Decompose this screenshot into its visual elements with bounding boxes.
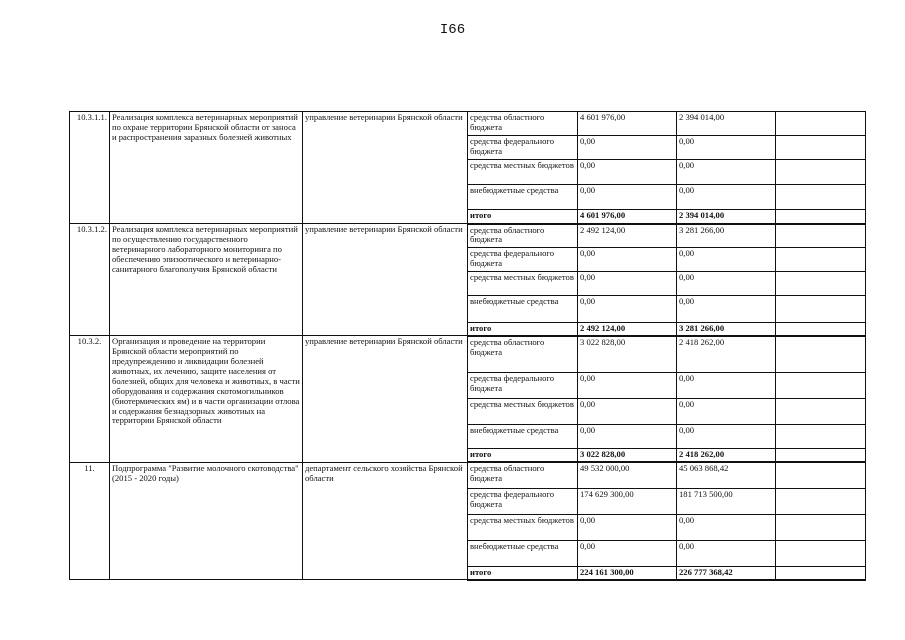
value-cell: 0,00 xyxy=(677,514,776,540)
value-cell: 174 629 300,00 xyxy=(578,488,677,514)
value-cell xyxy=(776,336,866,373)
total-value xyxy=(776,449,866,462)
row-description: Реализация комплекса ветеринарных мероприятий по охране территории Брянской области от заноса и распространения заразных болезней животных xyxy=(110,112,303,224)
value-cell: 0,00 xyxy=(677,185,776,210)
funding-source: средства местных бюджетов xyxy=(468,399,578,425)
funding-source: средства местных бюджетов xyxy=(468,160,578,185)
total-label: итого xyxy=(468,323,578,336)
value-cell xyxy=(776,185,866,210)
value-cell xyxy=(776,112,866,136)
value-cell: 2 418 262,00 xyxy=(677,336,776,373)
value-cell xyxy=(776,540,866,566)
total-label: итого xyxy=(468,566,578,579)
value-cell: 0,00 xyxy=(677,399,776,425)
funding-source: средства областного бюджета xyxy=(468,336,578,373)
value-cell: 0,00 xyxy=(578,248,677,272)
value-cell: 0,00 xyxy=(677,248,776,272)
budget-table xyxy=(69,111,866,581)
funding-source: внебюджетные средства xyxy=(468,296,578,323)
value-cell: 181 713 500,00 xyxy=(677,488,776,514)
total-value: 3 022 828,00 xyxy=(578,449,677,462)
row-code: 10.3.2. xyxy=(70,336,110,462)
value-cell xyxy=(776,160,866,185)
value-cell: 0,00 xyxy=(677,296,776,323)
value-cell: 0,00 xyxy=(578,136,677,160)
value-cell xyxy=(776,224,866,248)
funding-source: средства федерального бюджета xyxy=(468,488,578,514)
value-cell: 49 532 000,00 xyxy=(578,462,677,488)
value-cell: 4 601 976,00 xyxy=(578,112,677,136)
row-code: 11. xyxy=(70,462,110,579)
row-executor: управление ветеринарии Брянской области xyxy=(303,224,468,336)
value-cell xyxy=(776,272,866,296)
funding-source: средства федерального бюджета xyxy=(468,248,578,272)
total-value: 3 281 266,00 xyxy=(677,323,776,336)
value-cell xyxy=(776,488,866,514)
row-description: Организация и проведение на территории Брянской области мероприятий по предупреждению и ликвидации болезней животных, их лечению, защите населения от болезней, общих для человека и животных, в части оборудования и содержания скотомогильников (биотермических ям) и в части организации отлова и содержания безнадзорных животных на территории Брянской области xyxy=(110,336,303,462)
value-cell: 0,00 xyxy=(677,373,776,399)
value-cell: 0,00 xyxy=(578,514,677,540)
funding-source: средства местных бюджетов xyxy=(468,272,578,296)
total-value: 4 601 976,00 xyxy=(578,210,677,224)
value-cell: 0,00 xyxy=(677,136,776,160)
value-cell: 0,00 xyxy=(578,160,677,185)
value-cell xyxy=(776,248,866,272)
value-cell: 0,00 xyxy=(578,272,677,296)
page-number: I66 xyxy=(439,22,466,38)
value-cell xyxy=(776,373,866,399)
total-value xyxy=(776,210,866,224)
value-cell: 0,00 xyxy=(578,373,677,399)
total-value: 224 161 300,00 xyxy=(578,566,677,579)
value-cell: 3 022 828,00 xyxy=(578,336,677,373)
row-executor: департамент сельского хозяйства Брянской области xyxy=(303,462,468,579)
value-cell: 0,00 xyxy=(578,296,677,323)
value-cell: 2 492 124,00 xyxy=(578,224,677,248)
value-cell xyxy=(776,296,866,323)
value-cell xyxy=(776,136,866,160)
total-label: итого xyxy=(468,449,578,462)
value-cell: 0,00 xyxy=(677,425,776,449)
value-cell: 45 063 868,42 xyxy=(677,462,776,488)
value-cell xyxy=(776,514,866,540)
funding-source: средства федерального бюджета xyxy=(468,136,578,160)
value-cell: 0,00 xyxy=(578,399,677,425)
table-row xyxy=(70,224,866,248)
funding-source: средства областного бюджета xyxy=(468,224,578,248)
total-value: 2 394 014,00 xyxy=(677,210,776,224)
value-cell: 3 281 266,00 xyxy=(677,224,776,248)
funding-source: средства местных бюджетов xyxy=(468,514,578,540)
total-label: итого xyxy=(468,210,578,224)
total-value xyxy=(776,323,866,336)
value-cell xyxy=(776,462,866,488)
value-cell: 0,00 xyxy=(677,272,776,296)
funding-source: внебюджетные средства xyxy=(468,185,578,210)
value-cell xyxy=(776,425,866,449)
value-cell: 0,00 xyxy=(677,540,776,566)
value-cell: 0,00 xyxy=(677,160,776,185)
total-value: 2 418 262,00 xyxy=(677,449,776,462)
funding-source: внебюджетные средства xyxy=(468,540,578,566)
value-cell: 2 394 014,00 xyxy=(677,112,776,136)
value-cell xyxy=(776,399,866,425)
row-description: Реализация комплекса ветеринарных мероприятий по осуществлению государственного ветеринарного лабораторного мониторинга по обеспечению эпизоотического и ветеринарно-санитарного благополучия Брянской области xyxy=(110,224,303,336)
total-value xyxy=(776,566,866,579)
row-executor: управление ветеринарии Брянской области xyxy=(303,336,468,462)
table-row xyxy=(70,462,866,488)
value-cell: 0,00 xyxy=(578,425,677,449)
table-row xyxy=(70,112,866,136)
funding-source: средства областного бюджета xyxy=(468,462,578,488)
total-value: 2 492 124,00 xyxy=(578,323,677,336)
funding-source: внебюджетные средства xyxy=(468,425,578,449)
funding-source: средства областного бюджета xyxy=(468,112,578,136)
value-cell: 0,00 xyxy=(578,540,677,566)
funding-source: средства федерального бюджета xyxy=(468,373,578,399)
table-row xyxy=(70,336,866,373)
total-value: 226 777 368,42 xyxy=(677,566,776,579)
row-code: 10.3.1.2. xyxy=(70,224,110,336)
row-description: Подпрограмма "Развитие молочного скотоводства" (2015 - 2020 годы) xyxy=(110,462,303,579)
row-executor: управление ветеринарии Брянской области xyxy=(303,112,468,224)
row-code: 10.3.1.1. xyxy=(70,112,110,224)
value-cell: 0,00 xyxy=(578,185,677,210)
